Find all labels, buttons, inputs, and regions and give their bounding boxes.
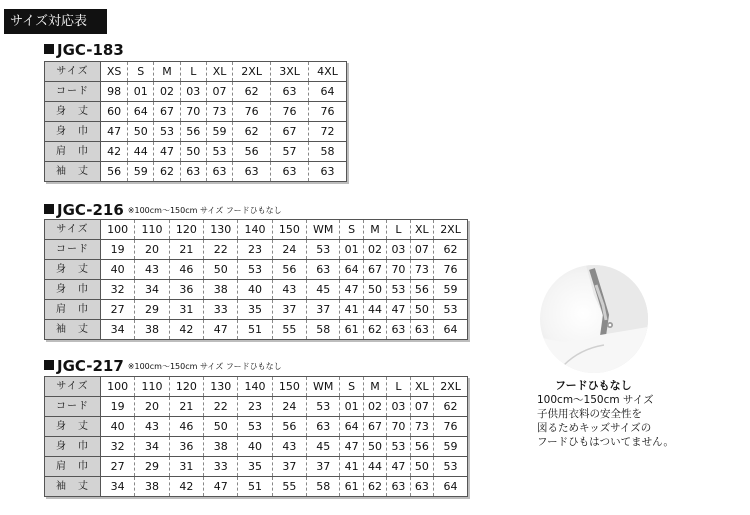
table-cell: 32 bbox=[101, 280, 135, 300]
row-label: 袖 丈 bbox=[45, 162, 101, 182]
size-table-jgc-216 bbox=[44, 219, 468, 340]
table-cell: 64 bbox=[340, 417, 363, 437]
table-cell: 50 bbox=[180, 142, 206, 162]
table-cell: 47 bbox=[387, 300, 410, 320]
size-table-jgc-183 bbox=[44, 61, 347, 182]
table-cell: 32 bbox=[101, 437, 135, 457]
table-cell: 34 bbox=[135, 280, 169, 300]
section-note: ※100cm～150cm サイズ フードひもなし bbox=[127, 206, 282, 215]
table-cell: 62 bbox=[363, 320, 386, 340]
table-cell: 67 bbox=[154, 102, 180, 122]
table-cell: 47 bbox=[340, 437, 363, 457]
table-cell: 76 bbox=[434, 260, 468, 280]
size-header-row bbox=[45, 220, 468, 240]
table-cell: 56 bbox=[410, 280, 433, 300]
table-cell: 73 bbox=[410, 260, 433, 280]
table-cell: 59 bbox=[434, 437, 468, 457]
table-cell: 43 bbox=[135, 260, 169, 280]
section-title-jgc-217: JGC-217 ※100cm～150cm サイズ フードひもなし bbox=[44, 357, 282, 376]
table-cell: 45 bbox=[307, 280, 340, 300]
size-header-row bbox=[45, 377, 468, 397]
row-label: 身 丈 bbox=[45, 260, 101, 280]
table-cell: 72 bbox=[309, 122, 347, 142]
table-row bbox=[45, 260, 468, 280]
table-cell: 98 bbox=[101, 82, 128, 102]
table-cell: 37 bbox=[272, 300, 306, 320]
row-label: 身 巾 bbox=[45, 280, 101, 300]
table-cell: 100 bbox=[101, 220, 135, 240]
table-cell: 150 bbox=[272, 220, 306, 240]
table-row bbox=[45, 240, 468, 260]
table-cell: 110 bbox=[135, 377, 169, 397]
hood-caption-title: フードひもなし bbox=[555, 379, 632, 392]
table-cell: 43 bbox=[272, 437, 306, 457]
table-row bbox=[45, 122, 347, 142]
table-cell: 40 bbox=[238, 437, 272, 457]
table-cell: 42 bbox=[101, 142, 128, 162]
table-cell: 37 bbox=[307, 457, 340, 477]
table-cell: 63 bbox=[410, 477, 433, 497]
table-cell: 43 bbox=[272, 280, 306, 300]
table-cell: 62 bbox=[434, 397, 468, 417]
table-cell: 01 bbox=[340, 397, 363, 417]
table-cell: L bbox=[387, 220, 410, 240]
table-cell: 4XL bbox=[309, 62, 347, 82]
table-cell: 29 bbox=[135, 300, 169, 320]
table-cell: 40 bbox=[101, 417, 135, 437]
table-cell: 53 bbox=[238, 417, 272, 437]
table-cell: 23 bbox=[238, 240, 272, 260]
table-cell: 70 bbox=[180, 102, 206, 122]
table-cell: 76 bbox=[434, 417, 468, 437]
table-cell: 70 bbox=[387, 417, 410, 437]
table-cell: 60 bbox=[101, 102, 128, 122]
size-table-jgc-217 bbox=[44, 376, 468, 497]
table-cell: 20 bbox=[135, 240, 169, 260]
table-cell: 53 bbox=[387, 280, 410, 300]
table-cell: 63 bbox=[410, 320, 433, 340]
row-label: 肩 巾 bbox=[45, 142, 101, 162]
table-cell: 64 bbox=[309, 82, 347, 102]
table-cell: 59 bbox=[128, 162, 154, 182]
table-cell: 41 bbox=[340, 300, 363, 320]
table-cell: 46 bbox=[169, 260, 203, 280]
square-bullet-icon bbox=[44, 204, 54, 214]
table-cell: 140 bbox=[238, 377, 272, 397]
table-cell: 37 bbox=[272, 457, 306, 477]
table-cell: S bbox=[340, 377, 363, 397]
table-cell: 03 bbox=[180, 82, 206, 102]
table-cell: 47 bbox=[340, 280, 363, 300]
table-cell: 62 bbox=[233, 82, 271, 102]
table-cell: 34 bbox=[135, 437, 169, 457]
table-cell: 19 bbox=[101, 240, 135, 260]
table-cell: XL bbox=[206, 62, 232, 82]
table-cell: 44 bbox=[128, 142, 154, 162]
table-cell: 59 bbox=[206, 122, 232, 142]
table-cell: 40 bbox=[238, 280, 272, 300]
table-cell: 56 bbox=[410, 437, 433, 457]
table-cell: 24 bbox=[272, 240, 306, 260]
table-cell: 63 bbox=[309, 162, 347, 182]
table-cell: XS bbox=[101, 62, 128, 82]
row-label: 肩 巾 bbox=[45, 457, 101, 477]
table-cell: 02 bbox=[363, 240, 386, 260]
table-cell: 73 bbox=[206, 102, 232, 122]
hood-caption-line: フードひもはついてません。 bbox=[537, 436, 674, 448]
table-cell: 34 bbox=[101, 320, 135, 340]
hood-caption-line: 図るためキッズサイズの bbox=[537, 422, 652, 434]
row-label: 肩 巾 bbox=[45, 300, 101, 320]
table-cell: 61 bbox=[340, 320, 363, 340]
table-cell: 50 bbox=[363, 280, 386, 300]
table-cell: 38 bbox=[135, 477, 169, 497]
table-cell: 3XL bbox=[271, 62, 309, 82]
table-cell: 130 bbox=[204, 377, 238, 397]
table-cell: 23 bbox=[238, 397, 272, 417]
table-cell: 62 bbox=[154, 162, 180, 182]
table-cell: 36 bbox=[169, 280, 203, 300]
table-cell: 64 bbox=[340, 260, 363, 280]
table-cell: 07 bbox=[410, 240, 433, 260]
table-cell: M bbox=[363, 377, 386, 397]
table-cell: 56 bbox=[180, 122, 206, 142]
table-cell: 47 bbox=[101, 122, 128, 142]
table-cell: 53 bbox=[154, 122, 180, 142]
table-cell: 02 bbox=[154, 82, 180, 102]
table-cell: 63 bbox=[387, 477, 410, 497]
table-cell: 20 bbox=[135, 397, 169, 417]
table-cell: WM bbox=[307, 377, 340, 397]
table-cell: 56 bbox=[233, 142, 271, 162]
section-title-jgc-216: JGC-216 ※100cm～150cm サイズ フードひもなし bbox=[44, 201, 282, 220]
row-label: サイズ bbox=[45, 62, 101, 82]
table-cell: XL bbox=[410, 377, 433, 397]
table-cell: 22 bbox=[204, 397, 238, 417]
table-cell: 110 bbox=[135, 220, 169, 240]
table-row bbox=[45, 280, 468, 300]
table-cell: 19 bbox=[101, 397, 135, 417]
square-bullet-icon bbox=[44, 360, 54, 370]
row-label: コード bbox=[45, 240, 101, 260]
row-label: 身 巾 bbox=[45, 437, 101, 457]
table-cell: 53 bbox=[434, 300, 468, 320]
section-title-jgc-183: JGC-183 bbox=[44, 41, 124, 59]
table-cell: XL bbox=[410, 220, 433, 240]
table-cell: 24 bbox=[272, 397, 306, 417]
table-cell: 21 bbox=[169, 240, 203, 260]
table-cell: 62 bbox=[233, 122, 271, 142]
table-row bbox=[45, 162, 347, 182]
hood-caption-body bbox=[537, 393, 737, 449]
table-cell: 50 bbox=[410, 300, 433, 320]
table-cell: 56 bbox=[272, 260, 306, 280]
table-cell: 33 bbox=[204, 457, 238, 477]
table-cell: L bbox=[387, 377, 410, 397]
table-cell: 51 bbox=[238, 477, 272, 497]
table-cell: 35 bbox=[238, 300, 272, 320]
hood-illustration-icon bbox=[540, 265, 648, 373]
table-cell: 67 bbox=[363, 417, 386, 437]
table-cell: 38 bbox=[204, 280, 238, 300]
table-cell: 47 bbox=[154, 142, 180, 162]
row-label: コード bbox=[45, 82, 101, 102]
table-cell: 70 bbox=[387, 260, 410, 280]
table-row bbox=[45, 300, 468, 320]
table-cell: 22 bbox=[204, 240, 238, 260]
table-cell: 62 bbox=[363, 477, 386, 497]
table-cell: 03 bbox=[387, 397, 410, 417]
table-cell: S bbox=[340, 220, 363, 240]
row-label: 袖 丈 bbox=[45, 477, 101, 497]
table-cell: 53 bbox=[434, 457, 468, 477]
table-row bbox=[45, 82, 347, 102]
table-cell: 130 bbox=[204, 220, 238, 240]
table-cell: 63 bbox=[387, 320, 410, 340]
row-label: 身 巾 bbox=[45, 122, 101, 142]
table-cell: 29 bbox=[135, 457, 169, 477]
table-row bbox=[45, 437, 468, 457]
table-cell: 62 bbox=[434, 240, 468, 260]
table-cell: 58 bbox=[307, 477, 340, 497]
table-cell: 64 bbox=[128, 102, 154, 122]
table-cell: 01 bbox=[340, 240, 363, 260]
row-label: 身 丈 bbox=[45, 102, 101, 122]
table-cell: 120 bbox=[169, 220, 203, 240]
table-cell: 63 bbox=[180, 162, 206, 182]
table-cell: 51 bbox=[238, 320, 272, 340]
table-cell: 43 bbox=[135, 417, 169, 437]
table-row bbox=[45, 142, 347, 162]
table-row bbox=[45, 457, 468, 477]
table-cell: 50 bbox=[204, 417, 238, 437]
row-label: 身 丈 bbox=[45, 417, 101, 437]
size-header-row bbox=[45, 62, 347, 82]
table-cell: 63 bbox=[307, 417, 340, 437]
table-cell: 59 bbox=[434, 280, 468, 300]
table-row bbox=[45, 397, 468, 417]
table-row bbox=[45, 320, 468, 340]
table-cell: 31 bbox=[169, 457, 203, 477]
section-note: ※100cm～150cm サイズ フードひもなし bbox=[127, 362, 282, 371]
table-cell: 53 bbox=[307, 397, 340, 417]
hood-caption-line: 100cm～150cm サイズ bbox=[537, 394, 654, 406]
table-cell: 07 bbox=[410, 397, 433, 417]
table-cell: 33 bbox=[204, 300, 238, 320]
table-cell: 2XL bbox=[434, 377, 468, 397]
table-cell: 63 bbox=[233, 162, 271, 182]
table-cell: 01 bbox=[128, 82, 154, 102]
table-cell: 47 bbox=[204, 477, 238, 497]
table-cell: 67 bbox=[271, 122, 309, 142]
table-cell: 58 bbox=[309, 142, 347, 162]
table-cell: 100 bbox=[101, 377, 135, 397]
table-cell: 27 bbox=[101, 457, 135, 477]
table-cell: 38 bbox=[135, 320, 169, 340]
table-cell: 64 bbox=[434, 477, 468, 497]
square-bullet-icon bbox=[44, 44, 54, 54]
table-cell: 2XL bbox=[434, 220, 468, 240]
table-cell: 67 bbox=[363, 260, 386, 280]
table-cell: 57 bbox=[271, 142, 309, 162]
table-cell: 45 bbox=[307, 437, 340, 457]
table-cell: 21 bbox=[169, 397, 203, 417]
table-cell: 63 bbox=[206, 162, 232, 182]
table-cell: 42 bbox=[169, 477, 203, 497]
table-cell: 31 bbox=[169, 300, 203, 320]
table-cell: M bbox=[154, 62, 180, 82]
table-cell: 61 bbox=[340, 477, 363, 497]
table-cell: 63 bbox=[271, 162, 309, 182]
table-cell: 36 bbox=[169, 437, 203, 457]
table-cell: 55 bbox=[272, 477, 306, 497]
table-cell: 53 bbox=[387, 437, 410, 457]
table-cell: 53 bbox=[307, 240, 340, 260]
table-cell: 50 bbox=[410, 457, 433, 477]
table-cell: 76 bbox=[271, 102, 309, 122]
table-cell: 55 bbox=[272, 320, 306, 340]
table-cell: 02 bbox=[363, 397, 386, 417]
table-row bbox=[45, 102, 347, 122]
table-cell: 42 bbox=[169, 320, 203, 340]
table-cell: WM bbox=[307, 220, 340, 240]
table-cell: 34 bbox=[101, 477, 135, 497]
table-cell: 76 bbox=[309, 102, 347, 122]
table-cell: 47 bbox=[204, 320, 238, 340]
table-cell: 53 bbox=[206, 142, 232, 162]
table-cell: 40 bbox=[101, 260, 135, 280]
table-cell: S bbox=[128, 62, 154, 82]
table-cell: 38 bbox=[204, 437, 238, 457]
table-cell: 35 bbox=[238, 457, 272, 477]
table-cell: 07 bbox=[206, 82, 232, 102]
table-cell: 63 bbox=[307, 260, 340, 280]
table-cell: 50 bbox=[363, 437, 386, 457]
table-cell: L bbox=[180, 62, 206, 82]
table-cell: M bbox=[363, 220, 386, 240]
table-cell: 140 bbox=[238, 220, 272, 240]
table-cell: 76 bbox=[233, 102, 271, 122]
table-cell: 27 bbox=[101, 300, 135, 320]
row-label: 袖 丈 bbox=[45, 320, 101, 340]
table-cell: 73 bbox=[410, 417, 433, 437]
row-label: サイズ bbox=[45, 377, 101, 397]
table-cell: 44 bbox=[363, 457, 386, 477]
table-cell: 150 bbox=[272, 377, 306, 397]
table-row bbox=[45, 417, 468, 437]
table-cell: 63 bbox=[271, 82, 309, 102]
table-cell: 58 bbox=[307, 320, 340, 340]
table-cell: 37 bbox=[307, 300, 340, 320]
table-row bbox=[45, 477, 468, 497]
table-cell: 64 bbox=[434, 320, 468, 340]
page-header: サイズ対応表 bbox=[4, 9, 107, 34]
table-cell: 47 bbox=[387, 457, 410, 477]
table-cell: 120 bbox=[169, 377, 203, 397]
table-cell: 56 bbox=[272, 417, 306, 437]
hood-photo bbox=[540, 265, 648, 373]
table-cell: 44 bbox=[363, 300, 386, 320]
table-cell: 46 bbox=[169, 417, 203, 437]
table-cell: 03 bbox=[387, 240, 410, 260]
table-cell: 56 bbox=[101, 162, 128, 182]
table-cell: 53 bbox=[238, 260, 272, 280]
table-cell: 50 bbox=[128, 122, 154, 142]
table-cell: 41 bbox=[340, 457, 363, 477]
row-label: コード bbox=[45, 397, 101, 417]
table-cell: 2XL bbox=[233, 62, 271, 82]
hood-caption-line: 子供用衣料の安全性を bbox=[537, 408, 642, 420]
table-cell: 50 bbox=[204, 260, 238, 280]
row-label: サイズ bbox=[45, 220, 101, 240]
